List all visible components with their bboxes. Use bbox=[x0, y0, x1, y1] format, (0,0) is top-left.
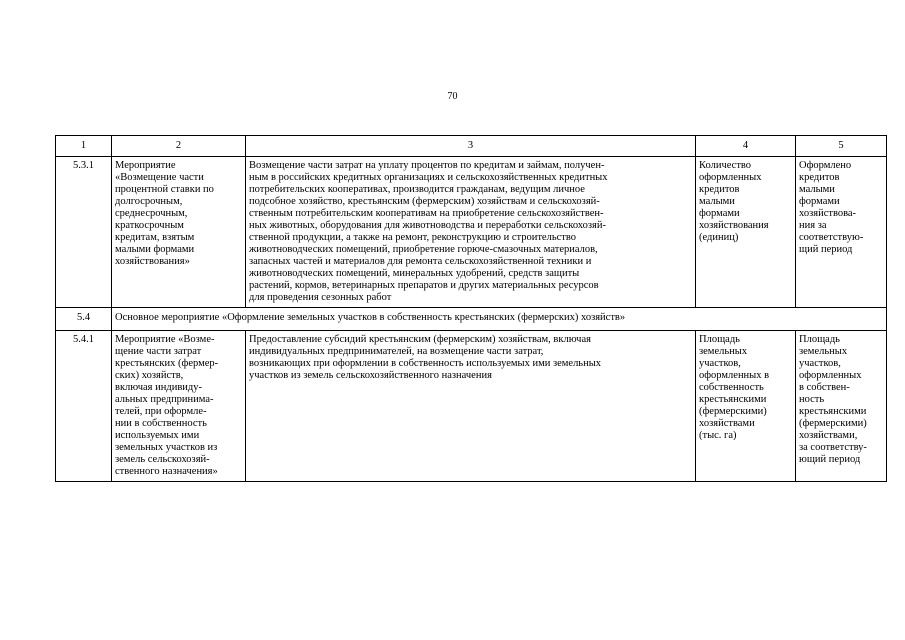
measure-result: Площадь земельных участков, оформленных в собствен- ность крестьянскими (фермерскими) хозяйствами, за соответству- ющий период bbox=[796, 331, 887, 482]
header-col-3: 3 bbox=[246, 136, 696, 157]
header-col-1: 1 bbox=[56, 136, 112, 157]
section-row bbox=[56, 308, 887, 331]
measure-result: Оформлено кредитов малыми формами хозяйствова- ния за соответствую- щий период bbox=[796, 157, 887, 308]
header-row bbox=[56, 136, 887, 157]
row-number: 5.3.1 bbox=[56, 157, 112, 308]
table-row bbox=[56, 331, 887, 482]
table-row bbox=[56, 157, 887, 308]
header-col-5: 5 bbox=[796, 136, 887, 157]
measures-table bbox=[55, 135, 887, 482]
row-number: 5.4.1 bbox=[56, 331, 112, 482]
measure-description: Предоставление субсидий крестьянским (фермерским) хозяйствам, включая индивидуальных предпринимателей, на возмещение части затрат, возникающих при оформлении в собственность используемых ими земельных участков из земель сельскохозяйственного назначения bbox=[246, 331, 696, 482]
header-col-4: 4 bbox=[696, 136, 796, 157]
header-col-2: 2 bbox=[112, 136, 246, 157]
measure-name: Мероприятие «Возме- щение части затрат крестьянских (фермер- ских) хозяйств, включая индивиду- альных предпринима- телей, при оформле- нии в собственность используемых ими земельных участков из земель сельскохозяй- ственного назначения» bbox=[112, 331, 246, 482]
section-number: 5.4 bbox=[56, 308, 112, 331]
measure-name: Мероприятие «Возмещение части процентной ставки по долгосрочным, среднесрочным, краткосрочным кредитам, взятым малыми формами хозяйствования» bbox=[112, 157, 246, 308]
measure-indicator: Площадь земельных участков, оформленных в собственность крестьянскими (фермерскими) хозяйствами (тыс. га) bbox=[696, 331, 796, 482]
measure-indicator: Количество оформленных кредитов малыми формами хозяйствования (единиц) bbox=[696, 157, 796, 308]
section-title: Основное мероприятие «Оформление земельных участков в собственность крестьянских (фермерских) хозяйств» bbox=[112, 308, 887, 331]
page-number: 70 bbox=[447, 91, 458, 102]
measure-description: Возмещение части затрат на уплату процентов по кредитам и займам, получен- ным в российских кредитных организациях и сельскохозяйственных кредитных потребительских кооперативах, производится гражданам, ведущим личное подсобное хозяйство, крестьянским (фермерским) хозяйствам и сельскохозяй- ственным потребительским кооперативам на приобретение сельскохозяйствен- ных животных, оборудования для животноводства и переработки сельскохозяй- ственной продукции, а также на ремонт, реконструкцию и строительство животноводческих помещений, приобретение горюче-смазочных материалов, запасных частей и материалов для ремонта сельскохозяйственной техники и животноводческих помещений, минеральных удобрений, средств защиты растений, кормов, ветеринарных препаратов и других материальных ресурсов для проведения сезонных работ bbox=[246, 157, 696, 308]
